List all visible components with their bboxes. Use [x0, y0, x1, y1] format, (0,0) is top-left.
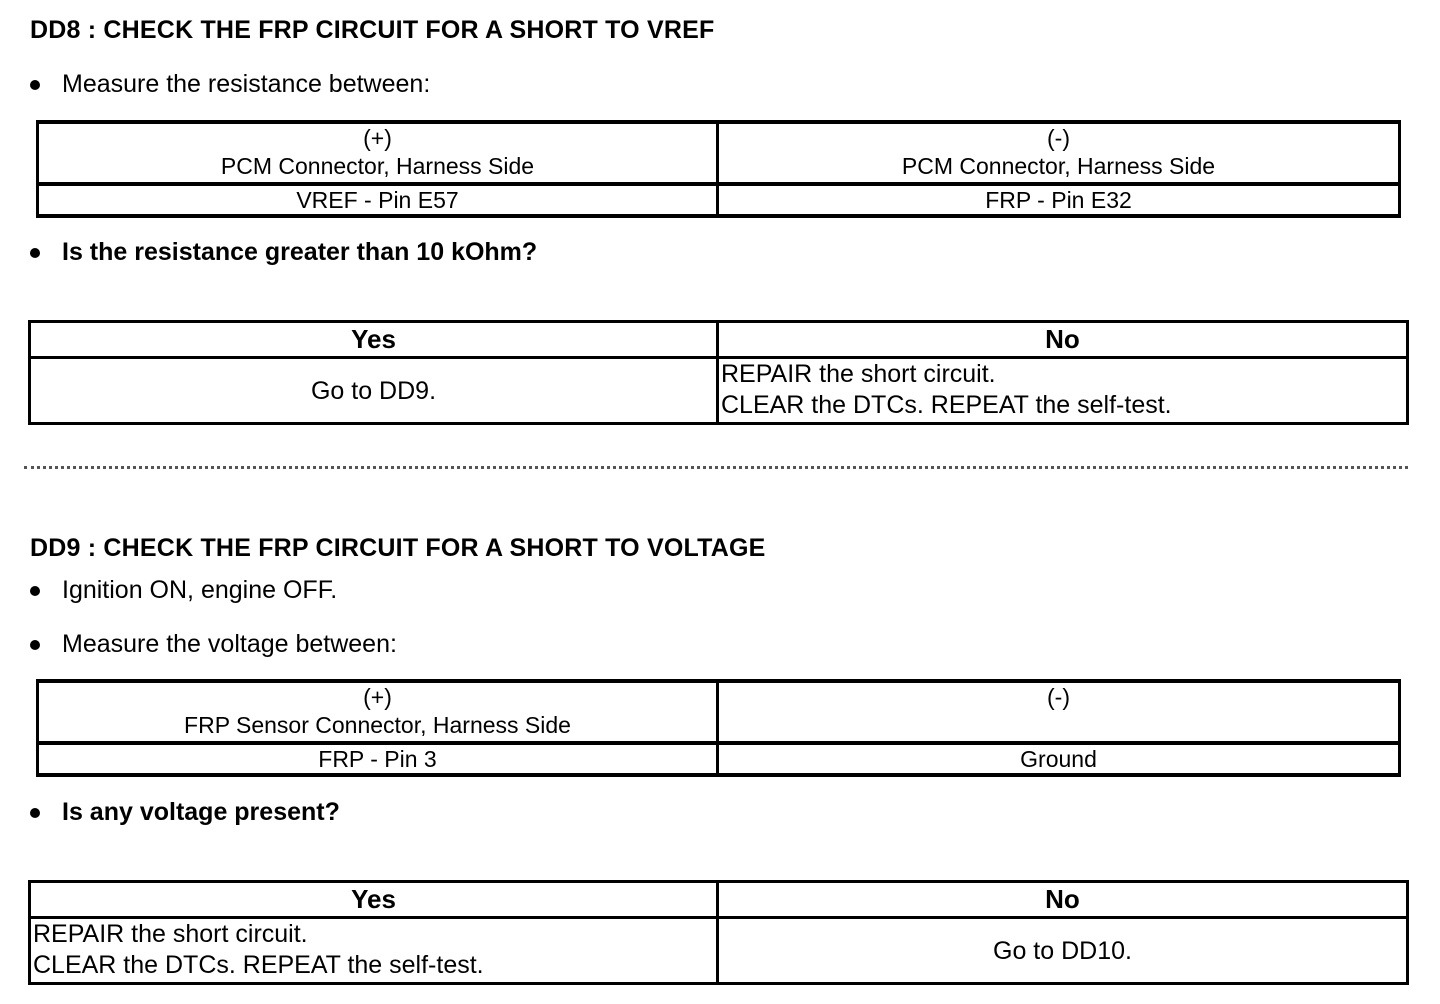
dd8-question	[28, 238, 537, 267]
bullet-icon	[30, 640, 40, 650]
dd9-step-ignition	[28, 576, 337, 605]
yes-header: Yes	[30, 322, 718, 358]
dd9-step-measure-voltage	[28, 630, 397, 659]
yes-action-cell	[30, 918, 718, 984]
minus-header-cell	[718, 122, 1400, 184]
no-action-cell: Go to DD10.	[718, 918, 1408, 984]
dd9-question	[28, 798, 340, 827]
plus-pin-cell: FRP - Pin 3	[38, 743, 718, 775]
dd9-result-table	[28, 880, 1409, 985]
step-text: Measure the resistance between:	[62, 70, 431, 98]
no-action-line: CLEAR the DTCs. REPEAT the self-test.	[721, 391, 1172, 419]
plus-label: (+)	[363, 684, 392, 710]
minus-label: (-)	[1047, 125, 1070, 151]
yes-action-cell: Go to DD9.	[30, 358, 718, 424]
plus-pin-cell: VREF - Pin E57	[38, 184, 718, 216]
minus-pin-cell: Ground	[718, 743, 1400, 775]
no-header: No	[718, 322, 1408, 358]
plus-connector: PCM Connector, Harness Side	[220, 153, 535, 179]
bullet-icon	[30, 808, 40, 818]
plus-connector: FRP Sensor Connector, Harness Side	[184, 712, 571, 738]
step-text: Measure the voltage between:	[62, 630, 397, 658]
no-action-line: REPAIR the short circuit.	[721, 360, 996, 388]
minus-header-cell	[718, 681, 1400, 743]
dd8-step-measure-resistance	[28, 70, 430, 99]
dd9-measure-table	[36, 679, 1401, 777]
plus-label: (+)	[363, 125, 392, 151]
plus-header-cell	[38, 681, 718, 743]
minus-label: (-)	[1047, 684, 1070, 710]
yes-action-line: CLEAR the DTCs. REPEAT the self-test.	[33, 951, 484, 979]
step-text: Ignition ON, engine OFF.	[62, 576, 338, 604]
dd8-result-table	[28, 320, 1409, 425]
bullet-icon	[30, 586, 40, 596]
question-text: Is the resistance greater than 10 kOhm?	[62, 238, 538, 266]
yes-action-line: REPAIR the short circuit.	[33, 920, 308, 948]
minus-connector: PCM Connector, Harness Side	[901, 153, 1216, 179]
bullet-icon	[30, 248, 40, 258]
yes-header: Yes	[30, 882, 718, 918]
question-text: Is any voltage present?	[62, 798, 340, 826]
no-action-cell	[718, 358, 1408, 424]
dd8-measure-table	[36, 120, 1401, 218]
section-divider	[24, 466, 1408, 469]
bullet-icon	[30, 80, 40, 90]
dd8-heading: DD8 : CHECK THE FRP CIRCUIT FOR A SHORT TO VREF	[30, 16, 715, 44]
minus-pin-cell: FRP - Pin E32	[718, 184, 1400, 216]
no-header: No	[718, 882, 1408, 918]
plus-header-cell	[38, 122, 718, 184]
dd9-heading: DD9 : CHECK THE FRP CIRCUIT FOR A SHORT TO VOLTAGE	[30, 534, 766, 562]
